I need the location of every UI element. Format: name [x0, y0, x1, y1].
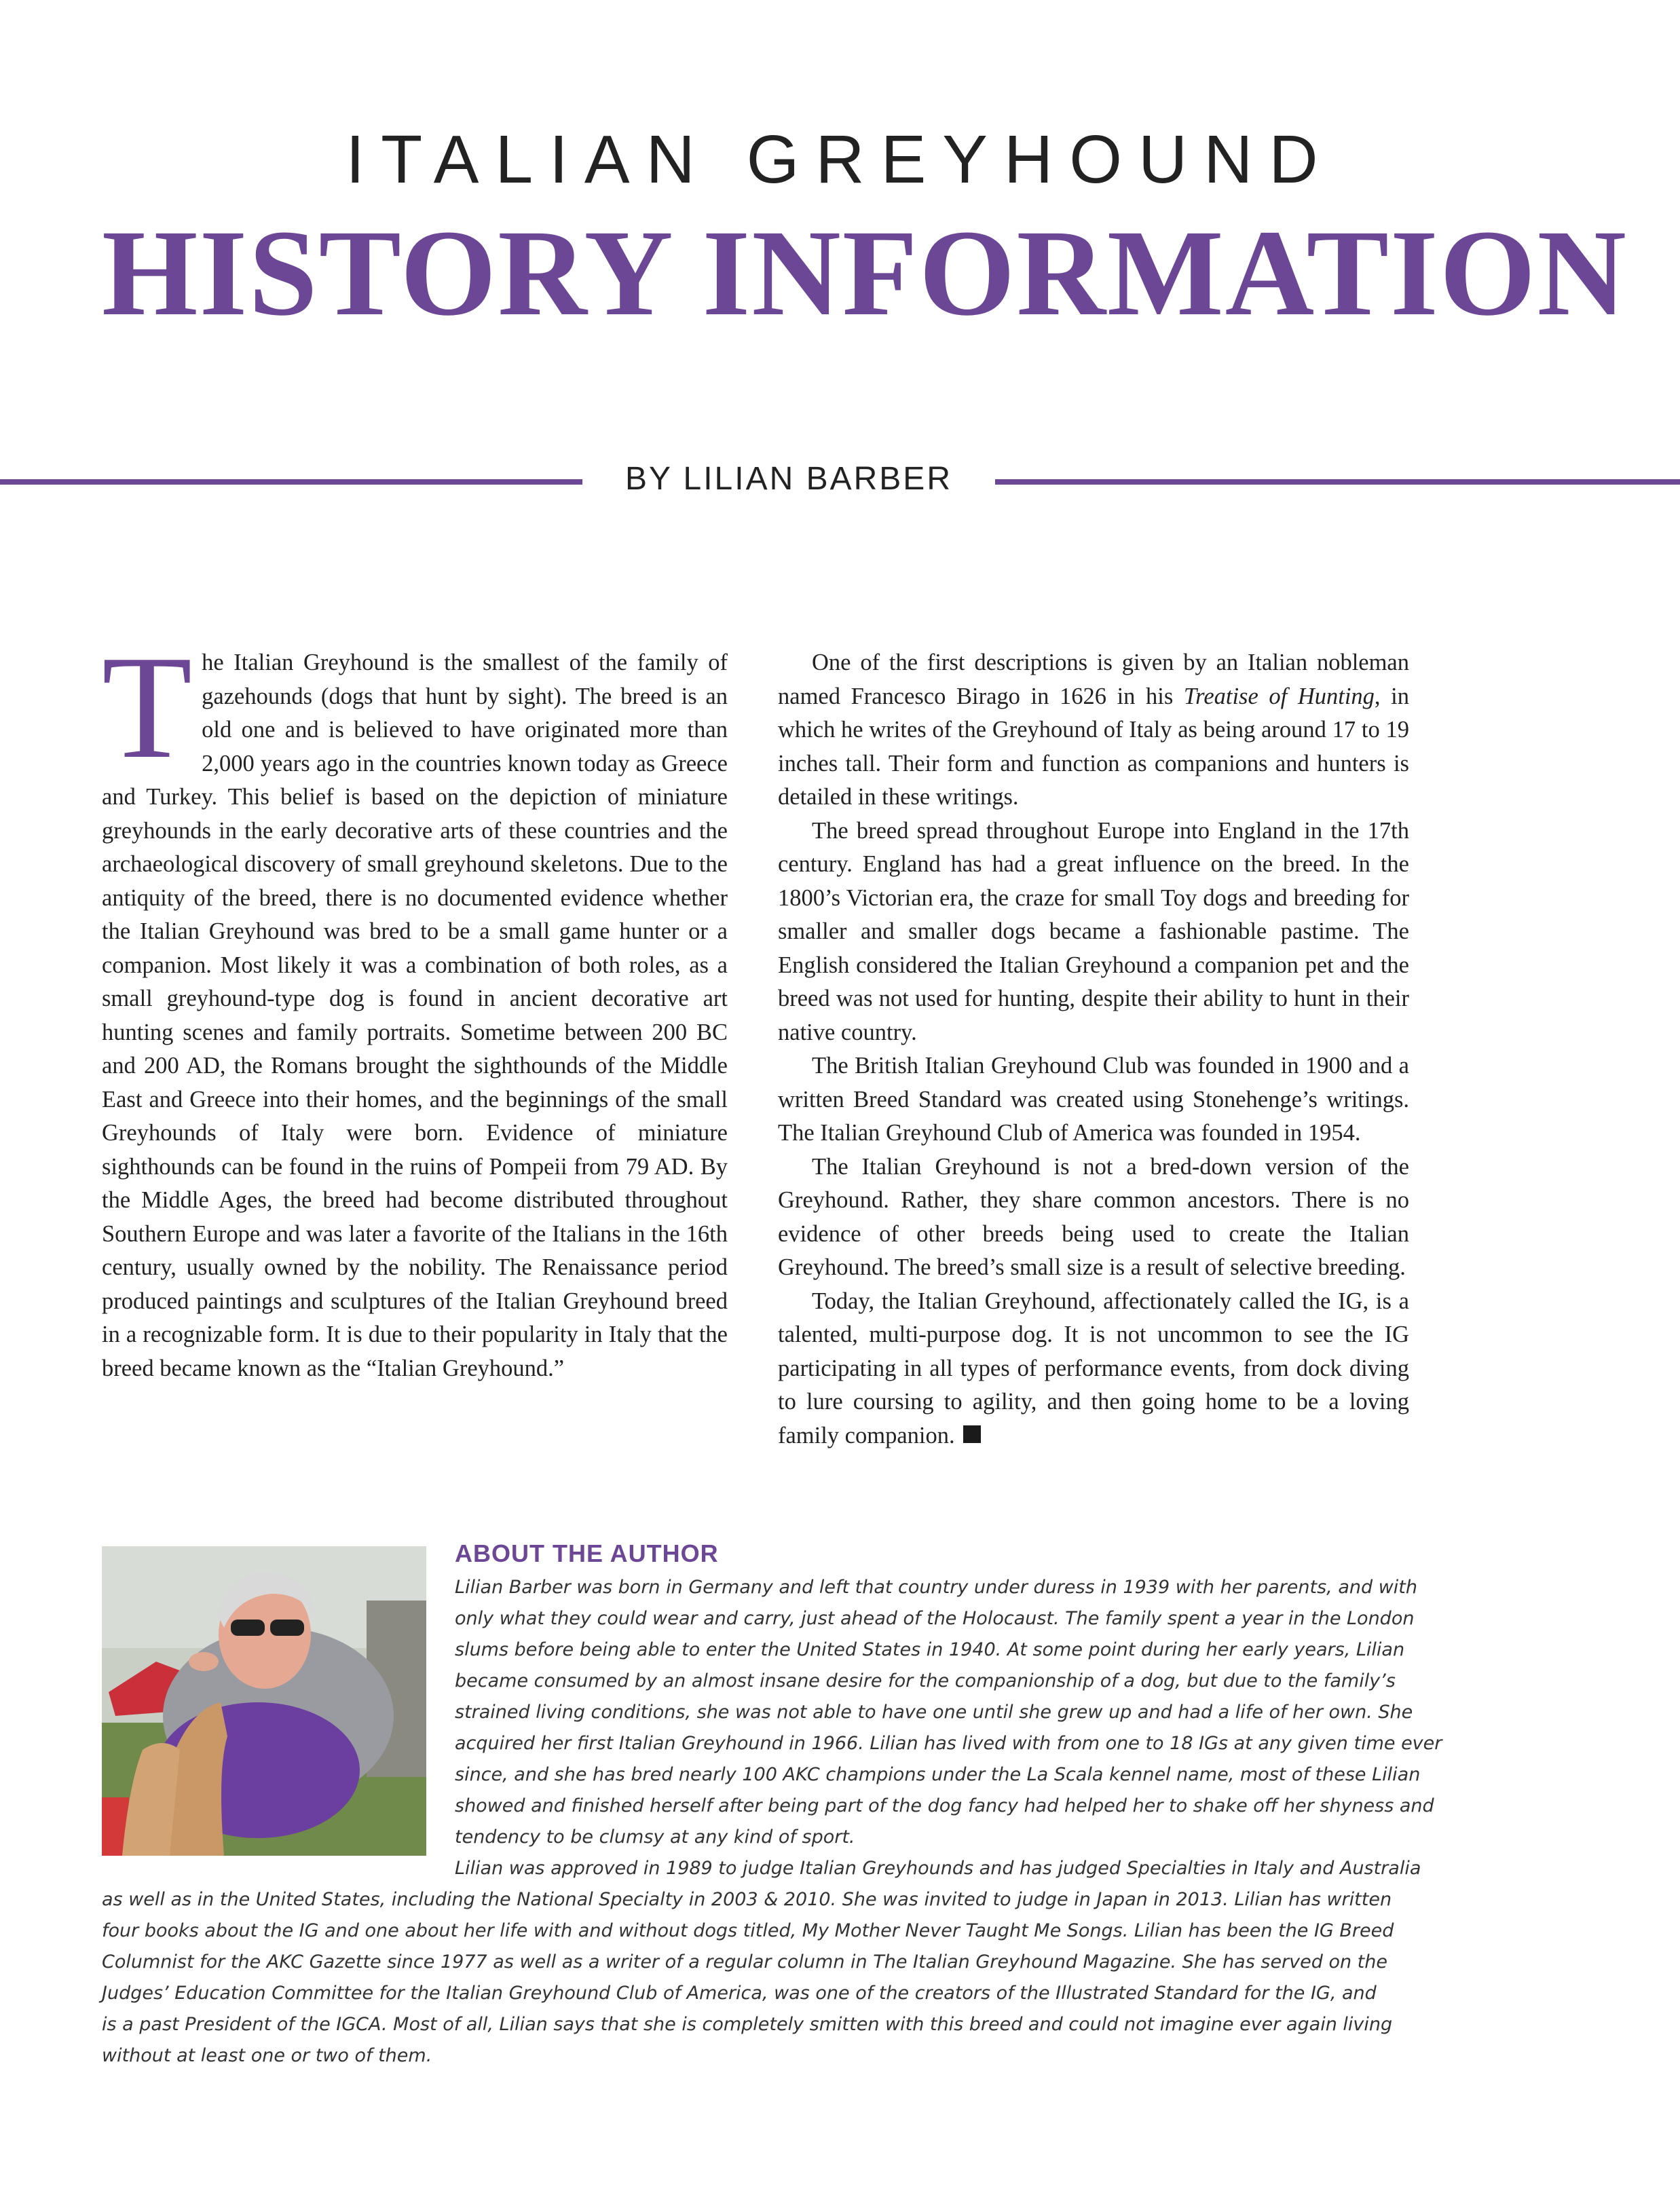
bio-line: without at least one or two of them. [102, 2045, 432, 2066]
byline: BY LILIAN BARBER [625, 461, 952, 497]
bio-line: Lilian was approved in 1989 to judge Italian Greyhounds and has judged Specialties in Italy and Australia [455, 1858, 1421, 1879]
article-paragraph: The British Italian Greyhound Club was founded in 1900 and a written Breed Standard was created using Stonehenge’s writings. The Italian Greyhound Club of America was founded in 1954. [778, 1053, 1409, 1146]
bio-line: Columnist for the AKC Gazette since 1977 as well as a writer of a regular column in The Italian Greyhound Magazine. She has served on the [102, 1951, 1387, 1972]
article-paragraph: The Italian Greyhound is not a bred-down version of the Greyhound. Rather, they share common ancestors. There is no evidence of other breeds being used to create the Italian Greyhound. The breed’s small size is a result of selective breeding. [778, 1153, 1409, 1280]
end-mark-icon [963, 1425, 981, 1443]
article-text: Today, the Italian Greyhound, affectionately called the IG, is a talented, multi-purpose dog. It is not uncommon to see the IG participating in all types of performance events, from dock diving to lure coursing to agility, and then going home to be a loving family companion. [778, 1288, 1409, 1448]
bio-line: slums before being able to enter the United States in 1940. At some point during her early years, Lilian [455, 1639, 1405, 1660]
bio-line: four books about the IG and one about her life with and without dogs titled, My Mother Never Taught Me Songs. Lilian has been the IG Breed [102, 1920, 1394, 1941]
article-text: , in which he writes of the Greyhound of Italy as being around 17 to 19 inches tall. Their form and function as companions and hunters is detailed in these writings. [778, 683, 1409, 810]
drop-cap: T [102, 626, 193, 789]
article-paragraph: The breed spread throughout Europe into England in the 17th century. England has had a great influence on the breed. In the 1800’s Victorian era, the craze for small Toy dogs and breeding for smaller and smaller dogs became a fashionable pastime. The English considered the Italian Greyhound a companion pet and the breed was not used for hunting, despite their ability to hunt in their native country. [778, 817, 1409, 1045]
about-author-heading: ABOUT THE AUTHOR [455, 1539, 719, 1567]
page-title: HISTORY INFORMATION [102, 205, 1628, 341]
bio-line: strained living conditions, she was not able to have one until she grew up and had a life of her own. She [455, 1702, 1413, 1723]
byline-rule-left [0, 479, 582, 485]
book-title: Treatise of Hunting [1183, 683, 1375, 709]
bio-line: became consumed by an almost insane desire for the companionship of a dog, but due to the family’s [455, 1670, 1396, 1691]
article-paragraph [102, 626, 728, 1385]
article-text: he Italian Greyhound is the smallest of the family of gazehounds (dogs that hunt by sight). The breed is an old one and is believed to have originated more than 2,000 years ago in the countries known today as Greece and Turkey. This belief is based on the depiction of miniature greyhounds in the early decorative arts of these countries and the archaeological discovery of small greyhound skeletons. Due to the antiquity of the breed, there is no documented evidence whether the Italian Greyhound was bred to be a small game hunter or a companion. Most likely it was a combination of both roles, as a small greyhound-type dog is found in ancient decorative art hunting scenes and family portraits. Sometime between 200 BC and 200 AD, the Romans brought the sighthounds of the Middle East and Greece into their homes, and the beginnings of the small Greyhounds of Italy were born. Evidence of miniature sighthounds can be found in the ruins of Pompeii from 79 AD. By the Middle Ages, the breed had become distributed throughout Southern Europe and was later a favorite of the Italians in the 16th century, usually owned by the nobility. The Renaissance period produced paintings and sculptures of the Italian Greyhound breed in a recognizable form. It is due to their popularity in Italy that the breed became known as the “Italian Greyhound.” [102, 650, 728, 1381]
bio-line: Judges’ Education Committee for the Italian Greyhound Club of America, was one of the creators of the Illustrated Standard for the IG, and [102, 1983, 1377, 2004]
bio-line: since, and she has bred nearly 100 AKC champions under the La Scala kennel name, most of these Lilian [455, 1764, 1421, 1785]
bio-line: acquired her first Italian Greyhound in 1966. Lilian has lived with from one to 18 IGs at any given time ever [455, 1733, 1442, 1754]
bio-line: is a past President of the IGCA. Most of all, Lilian says that she is completely smitten with this breed and could not imagine ever again living [102, 2014, 1393, 2035]
bio-line: Lilian Barber was born in Germany and left that country under duress in 1939 with her parents, and with [455, 1577, 1417, 1598]
article-column-left [102, 626, 728, 1385]
bio-line: showed and finished herself after being part of the dog fancy had helped her to shake off her shyness and [455, 1795, 1434, 1816]
bio-line: only what they could wear and carry, just ahead of the Holocaust. The family spent a year in the London [455, 1608, 1415, 1629]
author-bio [102, 1572, 1480, 2072]
article-column-right [778, 646, 1409, 1453]
bio-line: as well as in the United States, including the National Specialty in 2003 & 2010. She was invited to judge in Japan in 2013. Lilian has written [102, 1889, 1392, 1910]
header-kicker: ITALIAN GREYHOUND [346, 121, 1334, 198]
article-paragraph [778, 646, 1409, 815]
article-text: One of the first descriptions is given by an Italian nobleman named Francesco Birago in 1626 in his [778, 650, 1409, 709]
byline-rule-right [995, 479, 1680, 485]
article-paragraph [778, 1285, 1409, 1453]
bio-line: tendency to be clumsy at any kind of sport. [455, 1827, 855, 1848]
